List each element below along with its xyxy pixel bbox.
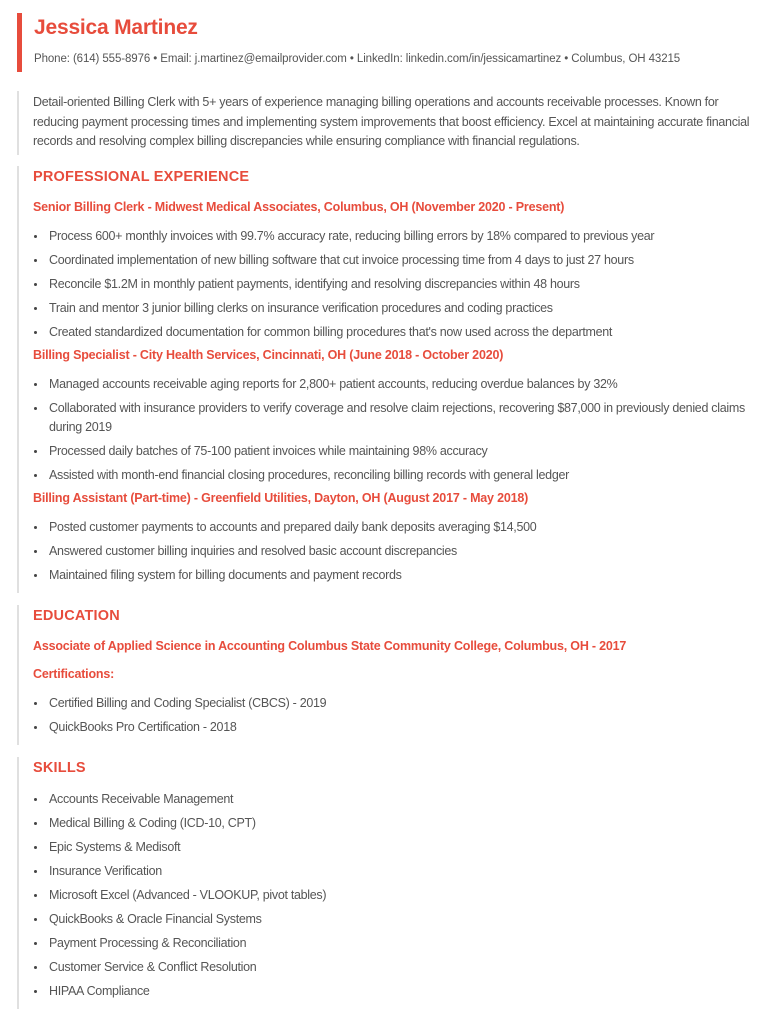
- job-bullet: • Assisted with month-end financial closing procedures, reconciling billing records with general ledger: [47, 466, 750, 485]
- degree-line: Associate of Applied Science in Accounting Columbus State Community College, Columbus, OH - 2017: [33, 638, 627, 653]
- job-bullet-list: [33, 375, 750, 485]
- skill-item: • Customer Service & Conflict Resolution: [47, 958, 750, 977]
- certifications-list: [33, 694, 750, 737]
- job-bullet-list: [33, 518, 750, 585]
- job-bullet: • Coordinated implementation of new billing software that cut invoice processing time from 4 days to just 27 hours: [47, 251, 750, 270]
- job-title: Billing Specialist - City Health Services, Cincinnati, OH (June 2018 - October 2020): [33, 347, 504, 362]
- job-bullet: • Maintained filing system for billing documents and payment records: [47, 566, 750, 585]
- summary-section: [17, 91, 750, 155]
- experience-section: [17, 166, 750, 593]
- job-title: Billing Assistant (Part-time) - Greenfield Utilities, Dayton, OH (August 2017 - May 2018): [33, 490, 529, 505]
- skill-item: • Payment Processing & Reconciliation: [47, 934, 750, 953]
- job-bullet: • Reconcile $1.2M in monthly patient payments, identifying and resolving discrepancies within 48 hours: [47, 275, 750, 294]
- experience-heading: PROFESSIONAL EXPERIENCE: [33, 168, 250, 185]
- resume-header: [17, 13, 750, 72]
- certification-item: • Certified Billing and Coding Specialist (CBCS) - 2019: [47, 694, 750, 713]
- job-bullet: • Answered customer billing inquiries and resolved basic account discrepancies: [47, 542, 750, 561]
- skills-section: [17, 757, 750, 1009]
- certification-item: • QuickBooks Pro Certification - 2018: [47, 718, 750, 737]
- skill-item: • Epic Systems & Medisoft: [47, 838, 750, 857]
- job-bullet: • Created standardized documentation for common billing procedures that's now used across the department: [47, 323, 750, 342]
- skills-heading: SKILLS: [33, 759, 86, 776]
- skill-item: • Accounts Receivable Management: [47, 790, 750, 809]
- job-title: Senior Billing Clerk - Midwest Medical Associates, Columbus, OH (November 2020 - Present): [33, 199, 565, 214]
- job-bullet: • Train and mentor 3 junior billing clerks on insurance verification procedures and coding practices: [47, 299, 750, 318]
- skill-item: • Medical Billing & Coding (ICD-10, CPT): [47, 814, 750, 833]
- experience-jobs: [33, 199, 750, 585]
- job-bullet: • Managed accounts receivable aging reports for 2,800+ patient accounts, reducing overdue balances by 32%: [47, 375, 750, 394]
- skills-list: [33, 790, 750, 1001]
- contact-line: Phone: (614) 555-8976 • Email: j.martinez@emailprovider.com • LinkedIn: linkedin.com/in/jessicamartinez • Columbus, OH 43215: [34, 53, 681, 66]
- job-bullet: • Posted customer payments to accounts and prepared daily bank deposits averaging $14,500: [47, 518, 750, 537]
- skill-item: • Insurance Verification: [47, 862, 750, 881]
- skill-item: • Microsoft Excel (Advanced - VLOOKUP, pivot tables): [47, 886, 750, 905]
- job-bullet-list: [33, 227, 750, 342]
- job-bullet: • Processed daily batches of 75-100 patient invoices while maintaining 98% accuracy: [47, 442, 750, 461]
- skill-item: • QuickBooks & Oracle Financial Systems: [47, 910, 750, 929]
- candidate-name: Jessica Martinez: [34, 16, 198, 39]
- certifications-label: Certifications:: [33, 666, 115, 681]
- education-heading: EDUCATION: [33, 607, 120, 624]
- summary-text: Detail-oriented Billing Clerk with 5+ years of experience managing billing operations and accounts receivable processes. Known for reducing payment processing times and implementing system improvements that boost efficiency. Excel at maintaining accurate financial records and resolving complex billing discrepancies while ensuring compliance with financial regulations.: [33, 95, 750, 149]
- job-bullet: • Process 600+ monthly invoices with 99.7% accuracy rate, reducing billing errors by 18% compared to previous year: [47, 227, 750, 246]
- job-bullet: • Collaborated with insurance providers to verify coverage and resolve claim rejections, recovering $87,000 in previously denied claims during 2019: [47, 399, 750, 437]
- skill-item: • HIPAA Compliance: [47, 982, 750, 1001]
- education-section: [17, 605, 750, 745]
